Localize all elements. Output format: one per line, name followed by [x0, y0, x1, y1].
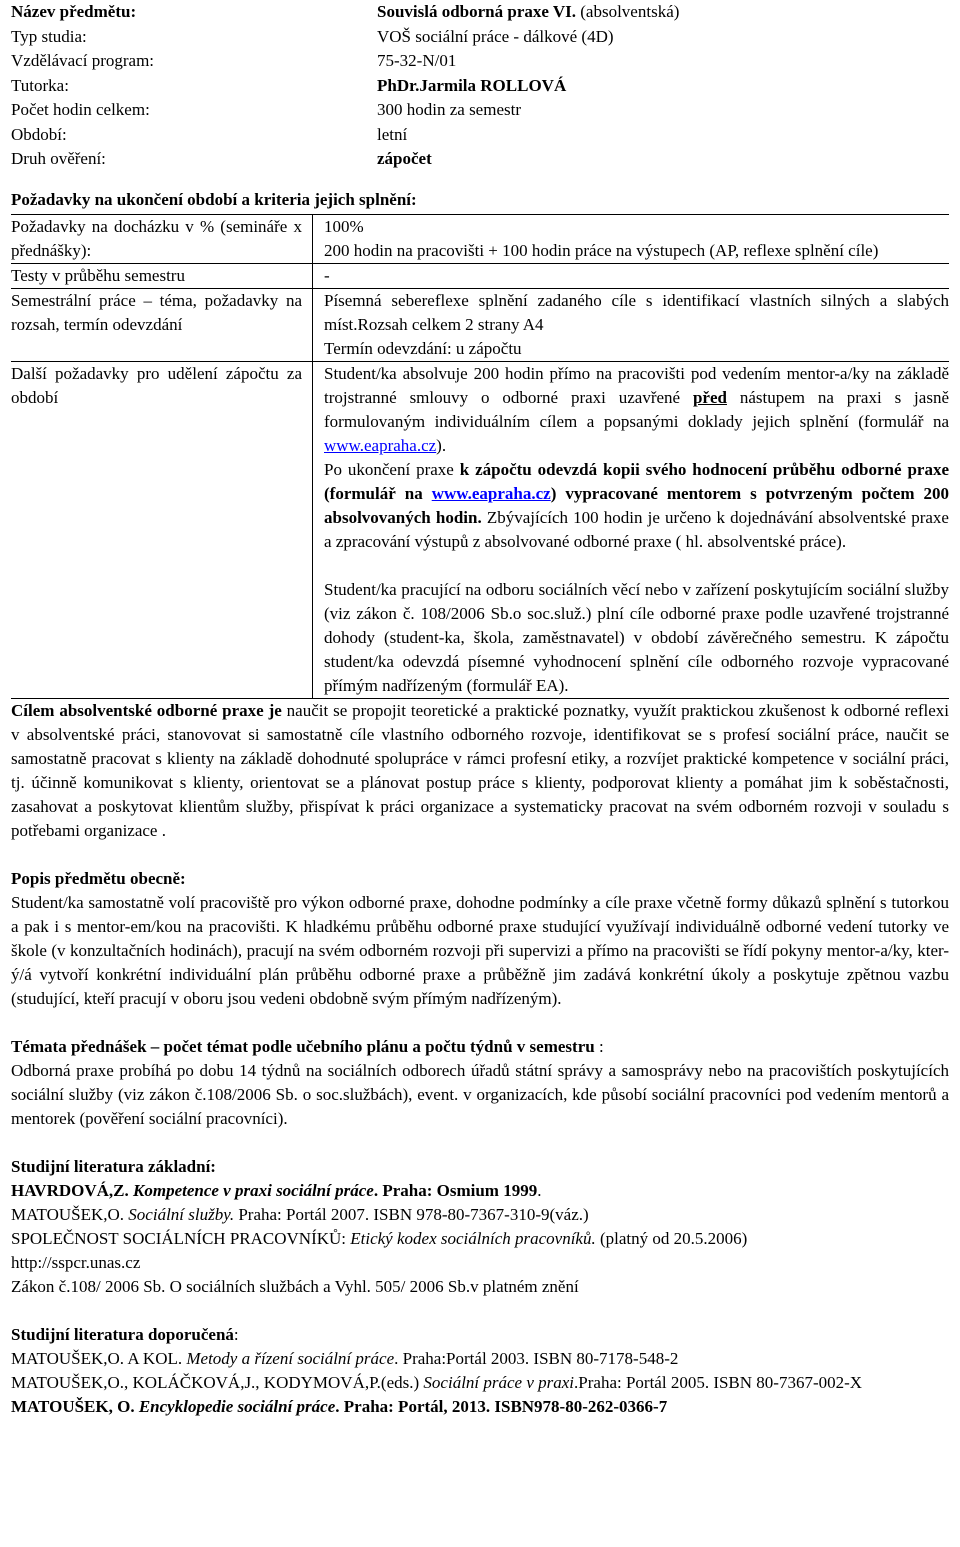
table-row — [11, 361, 949, 698]
course-info-row — [11, 147, 949, 172]
course-info-row — [11, 123, 949, 148]
eapraha-link[interactable]: www.eapraha.cz — [324, 435, 437, 455]
further-paragraph-2: Po ukončení praxe k zápočtu odevzdá kopii svého hodnocení průběhu odborné praxe (formulář na www.eapraha.cz) vypracované mentorem s potvrzeným počtem 200 absolvovaných hodin. Zbývajících 100 hodin je určeno k dojednávání absolventské praxe a zpracování výstupů z absolvované odborné praxe ( hl. absolventské práce). — [324, 459, 949, 551]
program-value: 75-32-N/01 — [377, 51, 457, 70]
attendance-percent: 100% — [324, 216, 364, 236]
essay-deadline: Termín odevzdání: u zápočtu — [324, 338, 522, 358]
verification-value: zápočet — [377, 149, 432, 168]
course-info-row — [11, 49, 949, 74]
period-label: Období: — [11, 124, 67, 144]
further-paragraph-3: Student/ka pracující na odboru sociálních věcí nebo v zařízení poskytujícím sociální služby (viz zákon č. 108/2006 Sb.o soc.služ.) plní cíle odborné praxe podle uzavřené trojstranné dohody (student-ka, škola, zaměstnavatel) v období závěrečného semestru. K zápočtu student/ka odevzdá písemné vyhodnocení splnění cíle odborného rozvoje vypracované přímým nadřízeným (formulář EA). — [324, 579, 949, 695]
table-cell-value — [313, 215, 949, 263]
attendance-detail: 200 hodin na pracovišti + 100 hodin práce na výstupech (AP, reflexe splnění cíle) — [324, 240, 879, 260]
course-info-row — [11, 25, 949, 50]
eapraha-link[interactable]: www.eapraha.cz — [431, 483, 551, 503]
tutor-title: PhDr. — [377, 75, 420, 95]
literature-item: MATOUŠEK, O. Encyklopedie sociální práce. Praha: Portál, 2013. ISBN978-80-262-0366-7 — [11, 1396, 668, 1416]
course-info-row — [11, 0, 949, 25]
tutor-name: Jarmila ROLLOVÁ — [419, 75, 567, 95]
table-cell-label: Semestrální práce – téma, požadavky na rozsah, termín odevzdání — [11, 289, 313, 361]
table-cell-label: Další požadavky pro udělení zápočtu za období — [11, 362, 313, 698]
literature-basic-heading: Studijní literatura základní: — [11, 1156, 216, 1176]
table-cell-label: Testy v průběhu semestru — [11, 264, 313, 288]
requirements-table — [11, 214, 949, 699]
topics-heading: Témata přednášek – počet témat podle učebního plánu a počtu týdnů v semestru : — [11, 1036, 604, 1056]
further-paragraph-1: Student/ka absolvuje 200 hodin přímo na pracovišti pod vedením mentor-a/ky na základě trojstranné smlouvy o odborné praxi uzavřené před nástupem na praxi s jasně formulovaným individuálním cílem a popsanými doklady jejich splnění (formulář na www.eapraha.cz). — [324, 363, 949, 455]
table-cell-value — [313, 289, 949, 361]
course-info-row — [11, 98, 949, 123]
table-cell-label: Požadavky na docházku v % (semináře x přednášky): — [11, 215, 313, 263]
essay-detail: Písemná sebereflexe splnění zadaného cíle s identifikací vlastních silných a slabých míst.Rozsah celkem 2 strany A4 — [324, 290, 949, 334]
literature-url: http://sspcr.unas.cz — [11, 1252, 141, 1272]
table-cell-value — [313, 362, 949, 698]
verification-label: Druh ověření: — [11, 149, 106, 168]
course-name-value: Souvislá odborná praxe VI. — [377, 2, 577, 21]
table-cell-value: - — [324, 265, 330, 285]
literature-item: Zákon č.108/ 2006 Sb. O sociálních službách a Vyhl. 505/ 2006 Sb.v platném znění — [11, 1276, 579, 1296]
tutor-label: Tutorka: — [11, 75, 69, 95]
period-value: letní — [377, 124, 408, 144]
table-row — [11, 288, 949, 361]
requirements-heading: Požadavky na ukončení období a kriteria jejich splnění: — [11, 189, 417, 209]
hours-value: 300 hodin za semestr — [377, 100, 521, 119]
literature-item: MATOUŠEK,O. Sociální služby. Praha: Portál 2007. ISBN 978-80-7367-310-9(váz.) — [11, 1204, 589, 1224]
course-info-row — [11, 74, 949, 99]
study-type-value: VOŠ sociální práce - dálkové (4D) — [377, 26, 614, 46]
hours-label: Počet hodin celkem: — [11, 100, 150, 119]
literature-item: SPOLEČNOST SOCIÁLNÍCH PRACOVNÍKŮ: Etický kodex sociálních pracovníků. (platný od 20.5.2006) — [11, 1228, 748, 1248]
literature-item: MATOUŠEK,O. A KOL. Metody a řízení sociální práce. Praha:Portál 2003. ISBN 80-7178-548-2 — [11, 1348, 679, 1368]
program-label: Vzdělávací program: — [11, 51, 155, 70]
course-name-suffix: (absolventská) — [576, 2, 680, 21]
literature-item: MATOUŠEK,O., KOLÁČKOVÁ,J., KODYMOVÁ,P.(eds.) Sociální práce v praxi.Praha: Portál 2005. ISBN 80-7367-002-X — [11, 1372, 863, 1392]
literature-item: HAVRDOVÁ,Z. Kompetence v praxi sociální práce. Praha: Osmium 1999. — [11, 1180, 542, 1200]
description-heading: Popis předmětu obecně: — [11, 868, 186, 888]
syllabus-document — [11, 0, 949, 1419]
course-info — [11, 0, 949, 172]
study-type-label: Typ studia: — [11, 26, 87, 46]
table-row — [11, 215, 949, 263]
table-row — [11, 263, 949, 288]
goal-paragraph: Cílem absolventské odborné praxe je naučit se propojit teoretické a praktické poznatky, využít praktickou zkušenost k odborné reflexi v absolventské práci, stanovovat si samostatně cíle vlastního odborného rozvoje, identifikovat se s profesí sociální práce, naučit se samostatně pracovat s klienty na základě dohodnuté spolupráce v rámci profesní etiky, a rozvíjet praktické kompetence v sociální práci, tj. účinně komunikovat s klienty, orientovat se a plánovat postup práce s klienty, podporovat klienty a pomáhat jim k soběstačnosti, zasahovat a poskytovat klientům služby, přispívat k práci organizace a systematicky pracovat na svém odborném rozvoji v souladu s potřebami organizace . — [11, 700, 949, 840]
topics-text: Odborná praxe probíhá po dobu 14 týdnů na sociálních odborech úřadů státní správy a samosprávy nebo na pracovištích poskytujících sociální služby (viz zákon č.108/2006 Sb. o soc.službách), event. v organizacích, kde působí sociální pracovníci pod vedením mentorů a mentorek (pověření sociální pracovníci). — [11, 1060, 949, 1128]
description-text: Student/ka samostatně volí pracoviště pro výkon odborné praxe, dohodne podmínky a cíle praxe včetně formy důkazů splnění s tutorkou a pak i s mentor-em/kou na pracovišti. K hladkému průběhu odborné praxe studující využívají individuálně odborné vedení tutorky ve škole (v konzultačních hodinách), pracují na svém odborném rozvoji při supervizi a přímo na pracovišti se řídí pokyny mentor-a/ky, kter-ý/á vytvoří konkrétní individuální plán průběhu odborné praxe a průběžně jim zadává konkrétní úkoly a poskytuje zpětnou vazbu (studující, kteří pracují v oboru jsou vedeni obdobně svým přímým nadřízeným). — [11, 892, 949, 1008]
course-name-label: Název předmětu: — [11, 2, 137, 21]
literature-recommended-heading: Studijní literatura doporučená: — [11, 1324, 239, 1344]
